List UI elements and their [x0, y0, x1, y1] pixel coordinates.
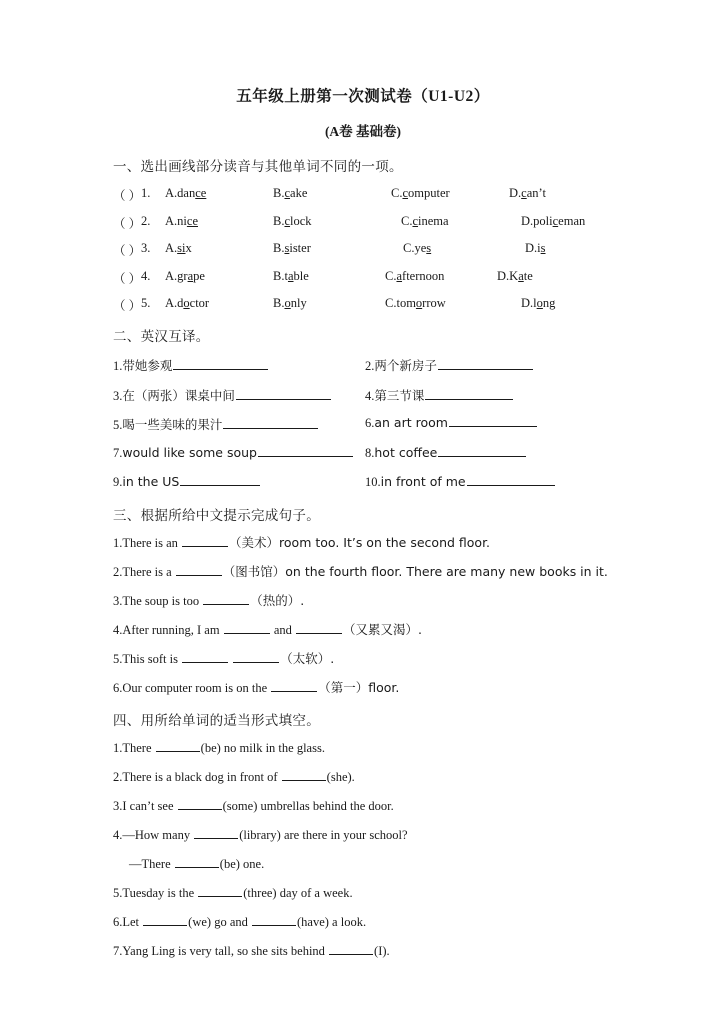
multiple-choice-list	[113, 186, 613, 312]
section-four-heading: 四、用所给单词的适当形式填空。	[113, 713, 320, 728]
underlined-letters: o	[284, 296, 291, 310]
sentence-text	[229, 652, 232, 666]
answer-box[interactable]: （ ）	[113, 299, 142, 313]
option-b[interactable]: B.clock	[273, 213, 312, 228]
question-number: 5.	[113, 886, 123, 900]
item-number: 2.	[365, 359, 375, 373]
question-number: 3.	[113, 594, 123, 608]
sentence-text: (I).	[374, 944, 390, 958]
question-number: 1.	[113, 536, 123, 550]
answer-blank[interactable]	[449, 415, 537, 427]
fill-blank-list-four	[113, 740, 613, 959]
question-number: 1.	[113, 741, 123, 755]
answer-blank[interactable]	[198, 885, 242, 897]
underlined-letters: o	[415, 296, 423, 310]
question-number: 4.	[141, 268, 151, 283]
underlined-letters: c	[521, 186, 527, 200]
option-b[interactable]: B.only	[273, 296, 307, 310]
question-number: 2.	[113, 770, 123, 784]
sentence-text: The soup is too	[122, 594, 203, 608]
section-two-heading: 二、英汉互译。	[113, 329, 210, 344]
fill-blank-row	[113, 885, 613, 901]
fill-blank-row	[113, 740, 613, 756]
item-prompt: in front of me	[380, 474, 466, 489]
sentence-text: There is an	[122, 536, 182, 550]
answer-blank[interactable]	[282, 769, 326, 781]
fill-blank-row	[113, 680, 613, 696]
answer-blank[interactable]	[224, 622, 270, 634]
question-number: 2.	[141, 213, 151, 228]
answer-blank[interactable]	[178, 798, 222, 810]
underlined-letters: s	[426, 241, 432, 255]
sentence-text: —There	[129, 857, 174, 871]
sentence-text: (be) no milk in the glass.	[200, 741, 325, 755]
underlined-letters: o	[536, 296, 543, 310]
question-number: 3.	[141, 241, 151, 255]
sentence-text: （热的）.	[250, 593, 305, 608]
answer-blank[interactable]	[425, 388, 513, 400]
translation-item	[365, 474, 556, 490]
sentence-text: Let	[122, 915, 143, 929]
question-number: 4.	[113, 623, 123, 637]
item-number: 3.	[113, 388, 123, 403]
option-a[interactable]: A.grape	[165, 268, 205, 283]
fill-blank-row	[113, 914, 613, 930]
option-a[interactable]: A.dance	[165, 186, 207, 200]
question-number: 1.	[141, 186, 151, 200]
translation-item	[113, 386, 332, 404]
sentence-text: (three) day of a week.	[243, 886, 353, 900]
answer-blank[interactable]	[173, 358, 268, 370]
translation-item	[365, 356, 534, 374]
translation-item	[113, 356, 269, 374]
option-d[interactable]: D.Kate	[497, 268, 533, 283]
item-prompt: 带她参观	[122, 358, 173, 373]
answer-blank[interactable]	[258, 445, 353, 457]
item-number: 5.	[113, 418, 123, 432]
item-prompt: 两个新房子	[374, 358, 437, 373]
option-d[interactable]: D.can’t	[509, 186, 546, 200]
answer-box[interactable]: （ ）	[113, 271, 142, 286]
sentence-text: After running, I am	[122, 623, 223, 637]
section-one-heading: 一、选出画线部分读音与其他单词不同的一项。	[113, 159, 403, 174]
item-number: 7.	[113, 445, 123, 460]
translation-item	[113, 445, 354, 461]
section-three-heading: 三、根据所给中文提示完成句子。	[113, 508, 320, 523]
sentence-text: —How many	[122, 828, 194, 842]
multiple-choice-row	[113, 269, 613, 285]
item-prompt: 在（两张）课桌中间	[122, 387, 235, 403]
sentence-text: Our computer room is on the	[122, 681, 271, 695]
answer-blank[interactable]	[156, 740, 200, 752]
sentence-text: (we) go and	[188, 915, 251, 929]
sentence-text: (be) one.	[219, 857, 265, 871]
underlined-letters: a	[396, 268, 403, 283]
question-number: 5.	[113, 652, 123, 666]
option-c[interactable]: C.tomorrow	[385, 296, 446, 310]
option-c[interactable]: C.yes	[403, 241, 432, 255]
answer-blank[interactable]	[143, 914, 187, 926]
answer-box[interactable]: （ ）	[113, 244, 142, 258]
item-prompt: an art room	[374, 415, 448, 430]
page-title: 五年级上册第一次测试卷（U1-U2）	[236, 88, 490, 105]
item-number: 8.	[365, 445, 375, 460]
sentence-text: Yang Ling is very tall, so she sits behind	[122, 944, 329, 958]
multiple-choice-row	[113, 296, 613, 312]
underlined-letters: s	[284, 241, 290, 255]
answer-blank[interactable]	[438, 445, 526, 457]
translation-row	[113, 386, 613, 403]
answer-blank[interactable]	[467, 474, 555, 486]
sentence-text: There is a black dog in front of	[122, 770, 281, 784]
underlined-letters: ce	[186, 213, 198, 228]
translation-item	[365, 445, 527, 461]
fill-blank-row	[113, 535, 613, 551]
item-prompt: would like some soup	[122, 444, 257, 460]
fill-blank-row	[113, 856, 613, 872]
item-prompt: 喝一些美味的果汁	[122, 417, 223, 432]
sentence-text: （图书馆）on the fourth floor. There are many new books in it.	[222, 564, 608, 579]
answer-blank[interactable]	[194, 827, 238, 839]
sentence-text: （美术）room too. It’s on the second floor.	[229, 535, 491, 550]
answer-box[interactable]: （ ）	[113, 189, 142, 203]
sentence-text: I can’t see	[122, 799, 177, 813]
translation-item	[365, 415, 538, 431]
underlined-letters: a	[518, 268, 524, 283]
section-one	[113, 155, 613, 312]
option-c[interactable]: C.afternoon	[385, 268, 445, 283]
item-number: 1.	[113, 359, 123, 373]
sentence-text: This soft is	[122, 652, 182, 666]
question-number: 3.	[113, 799, 123, 813]
answer-blank[interactable]	[182, 651, 228, 663]
answer-blank[interactable]	[175, 856, 219, 868]
multiple-choice-row	[113, 241, 613, 257]
answer-blank[interactable]	[438, 358, 533, 370]
item-number: 10.	[365, 475, 381, 489]
item-prompt: 第三节课	[374, 387, 425, 403]
option-d[interactable]: D.long	[521, 296, 556, 310]
answer-blank[interactable]	[176, 564, 222, 576]
sentence-text: (some) umbrellas behind the door.	[222, 799, 394, 813]
underlined-letters: c	[402, 186, 409, 200]
option-c[interactable]: C.computer	[391, 186, 450, 200]
sentence-text: （太软）.	[280, 651, 335, 666]
translation-item	[113, 415, 319, 433]
fill-blank-row	[113, 798, 613, 814]
underlined-letters: s	[540, 241, 546, 255]
sentence-text: (have) a look.	[297, 915, 367, 929]
item-number: 9.	[113, 475, 123, 489]
underlined-letters: si	[177, 241, 186, 255]
option-b[interactable]: B.sister	[273, 241, 311, 255]
sentence-text: and	[270, 623, 296, 637]
option-a[interactable]: A.doctor	[165, 296, 210, 310]
translation-row	[113, 445, 613, 462]
question-number: 6.	[113, 915, 123, 929]
option-b[interactable]: B.table	[273, 268, 309, 283]
answer-blank[interactable]	[236, 388, 331, 400]
answer-blank[interactable]	[296, 622, 342, 634]
answer-blank[interactable]	[180, 474, 260, 486]
translation-item	[113, 474, 261, 490]
option-a[interactable]: A.six	[165, 241, 192, 255]
section-three	[113, 504, 613, 696]
translation-list	[113, 356, 613, 491]
answer-box[interactable]: （ ）	[113, 216, 142, 231]
document-content	[113, 84, 613, 972]
translation-item	[365, 386, 514, 404]
question-number: 4.	[113, 828, 123, 842]
question-number: 5.	[141, 296, 151, 310]
item-number: 4.	[365, 388, 375, 403]
answer-blank[interactable]	[233, 651, 279, 663]
underlined-letters: c	[284, 186, 291, 200]
answer-blank[interactable]	[271, 680, 317, 692]
fill-blank-row	[113, 769, 613, 785]
answer-blank[interactable]	[203, 593, 249, 605]
underlined-letters: o	[183, 296, 190, 310]
underlined-letters: ce	[195, 186, 207, 200]
answer-blank[interactable]	[329, 943, 373, 955]
fill-blank-row	[113, 943, 613, 959]
underlined-letters: c	[552, 213, 559, 228]
question-number: 2.	[113, 565, 123, 579]
option-b[interactable]: B.cake	[273, 186, 308, 200]
option-c[interactable]: C.cinema	[401, 213, 449, 228]
item-prompt: in the US	[122, 474, 180, 489]
section-four	[113, 709, 613, 959]
sentence-text: There	[122, 741, 155, 755]
section-two	[113, 325, 613, 491]
fill-blank-row	[113, 564, 613, 580]
question-number: 6.	[113, 681, 123, 695]
sentence-text: (library) are there in your school?	[239, 828, 408, 842]
answer-blank[interactable]	[182, 535, 228, 547]
underlined-letters: c	[284, 213, 291, 228]
underlined-letters: a	[187, 268, 194, 283]
sentence-text: (she).	[326, 770, 355, 784]
fill-blank-row	[113, 593, 613, 609]
answer-blank[interactable]	[252, 914, 296, 926]
option-d[interactable]: D.is	[525, 241, 546, 255]
multiple-choice-row	[113, 214, 613, 230]
sentence-text: （第一）floor.	[318, 680, 400, 695]
fill-blank-list-three	[113, 535, 613, 696]
sentence-text: Tuesday is the	[122, 886, 198, 900]
option-d[interactable]: D.policeman	[521, 213, 586, 228]
item-number: 6.	[365, 416, 375, 430]
fill-blank-row	[113, 651, 613, 667]
fill-blank-row	[113, 622, 613, 638]
sentence-text: There is a	[122, 565, 175, 579]
translation-row	[113, 356, 613, 373]
question-number: 7.	[113, 944, 123, 958]
sentence-text: （又累又渴）.	[343, 622, 422, 637]
underlined-letters: a	[287, 268, 294, 283]
multiple-choice-row	[113, 186, 613, 202]
item-prompt: hot coffee	[374, 444, 438, 460]
option-a[interactable]: A.nice	[165, 213, 198, 228]
fill-blank-row	[113, 827, 613, 843]
translation-row	[113, 474, 613, 491]
underlined-letters: c	[412, 213, 419, 228]
page-subtitle: (A卷 基础卷)	[324, 124, 402, 139]
answer-blank[interactable]	[223, 417, 318, 429]
translation-row	[113, 415, 613, 432]
